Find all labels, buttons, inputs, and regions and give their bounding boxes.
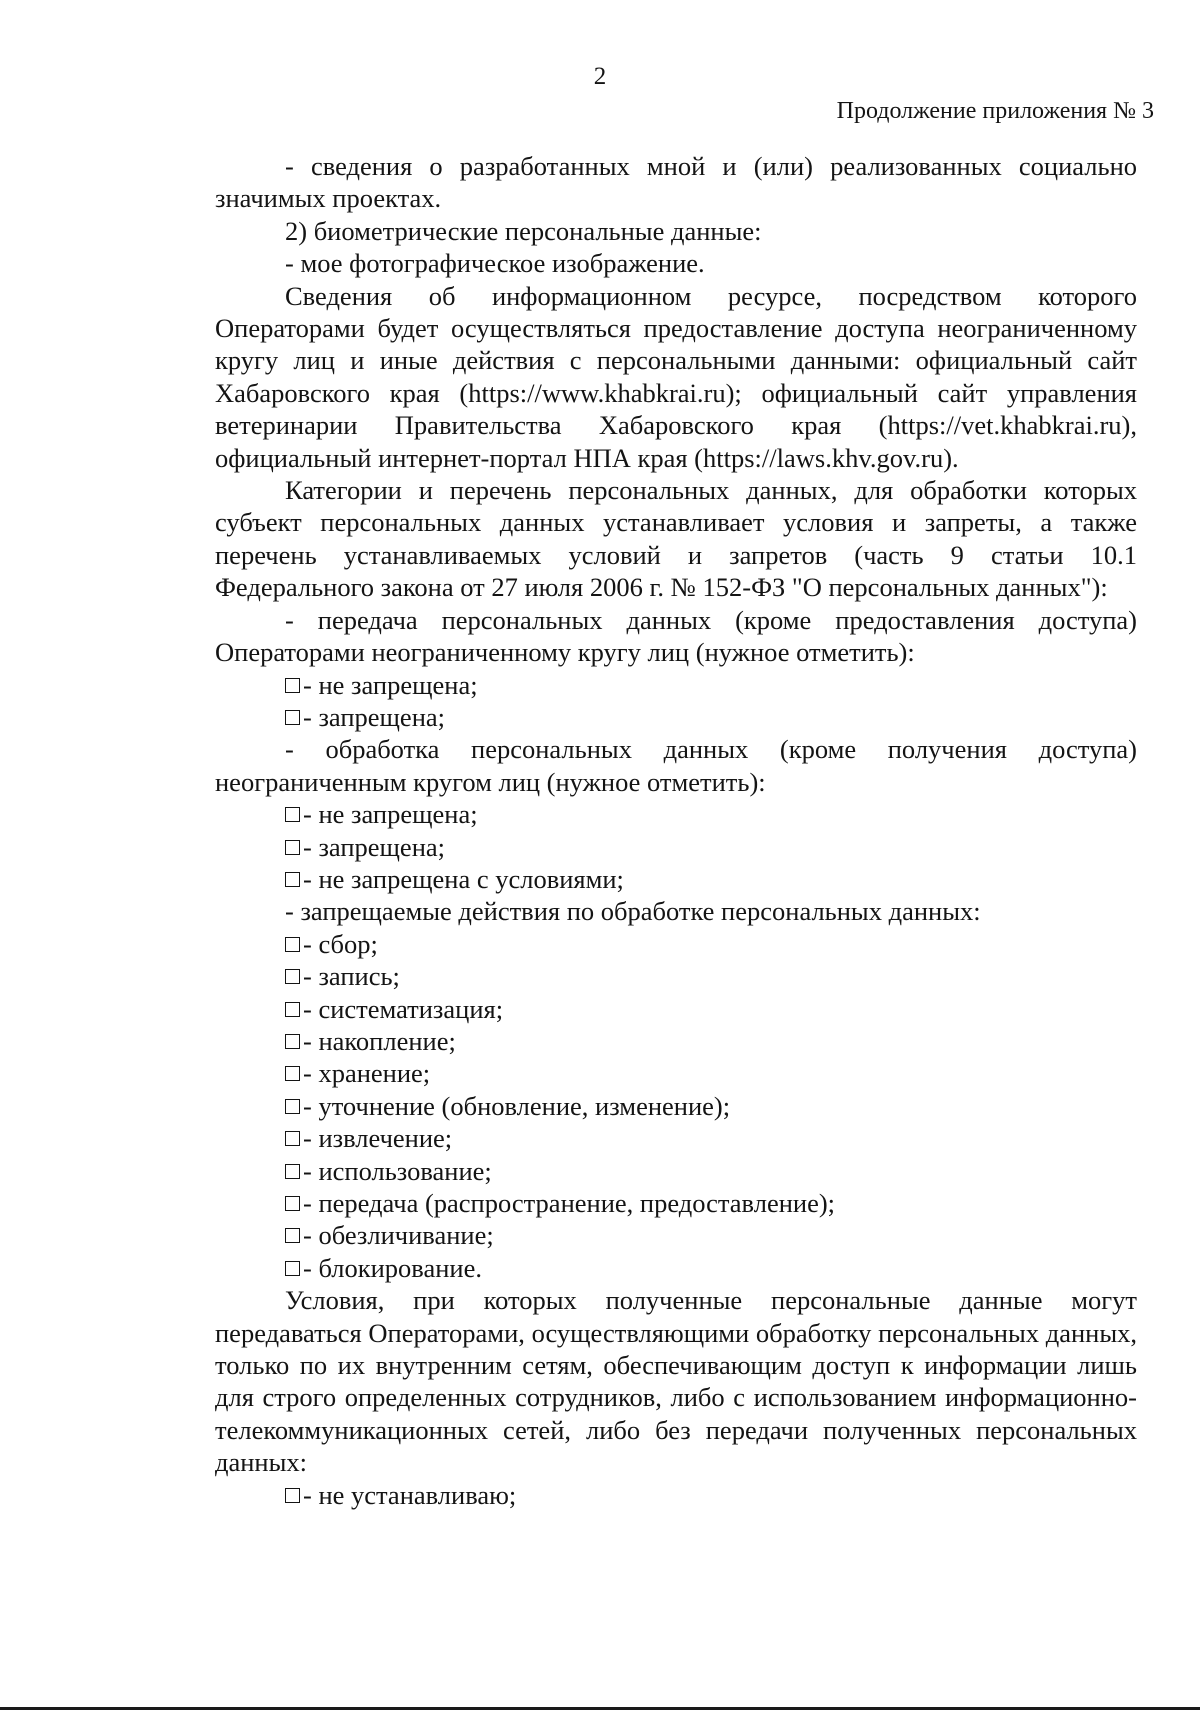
checkbox-icon[interactable] xyxy=(285,1261,300,1276)
checkbox-icon[interactable] xyxy=(285,937,300,952)
checkbox-option[interactable] xyxy=(215,863,1137,895)
checkbox-option[interactable] xyxy=(215,669,1137,701)
checkbox-icon[interactable] xyxy=(285,807,300,822)
checkbox-option[interactable] xyxy=(215,1155,1137,1187)
checkbox-option[interactable] xyxy=(215,960,1137,992)
prohibited-actions-heading: - запрещаемые действия по обработке персональных данных: xyxy=(285,896,981,927)
option-label: - блокирование. xyxy=(303,1252,482,1283)
option-label: - накопление; xyxy=(303,1025,456,1056)
option-label: - запрещена; xyxy=(303,701,445,732)
option-label: - запрещена; xyxy=(303,831,445,862)
option-label: - обезличивание; xyxy=(303,1220,494,1251)
info-resource-paragraph: Сведения об информационном ресурсе, посредством которого Операторами будет осуществляться предоставление доступа неограниченному кругу лиц и иные действия с персональными данными: официальный сайт Хабаровского края (https://www.khabkrai.ru); официальный сайт управления ветеринарии Правительства Хабаровского края (https://vet.khabkrai.ru), официальный интернет-портал НПА края (https://laws.khv.gov.ru). xyxy=(215,280,1137,473)
checkbox-icon[interactable] xyxy=(285,1002,300,1017)
option-label: - не запрещена с условиями; xyxy=(303,863,624,894)
option-label: - не устанавливаю; xyxy=(303,1479,517,1510)
checkbox-icon[interactable] xyxy=(285,1066,300,1081)
option-label: - уточнение (обновление, изменение); xyxy=(303,1090,731,1121)
option-label: - передача (распространение, предоставление); xyxy=(303,1188,836,1218)
checkbox-icon[interactable] xyxy=(285,710,300,725)
checkbox-icon[interactable] xyxy=(285,840,300,855)
checkbox-icon[interactable] xyxy=(285,1488,300,1503)
biometric-item: - мое фотографическое изображение. xyxy=(285,248,705,279)
checkbox-icon[interactable] xyxy=(285,1228,300,1243)
checkbox-icon[interactable] xyxy=(285,1034,300,1049)
option-label: - запись; xyxy=(303,961,400,992)
checkbox-option[interactable] xyxy=(215,1122,1137,1154)
transfer-heading: - передача персональных данных (кроме предоставления доступа) Операторами неограниченному кругу лиц (нужное отметить): xyxy=(215,604,1137,668)
checkbox-option[interactable] xyxy=(215,1219,1137,1251)
transfer-conditions-paragraph: Условия, при которых полученные персональные данные могут передаваться Операторами, осуществляющими обработку персональных данных, только по их внутренним сетям, обеспечивающим доступ к информации лишь для строго определенных сотрудников, либо с использованием информационно-телекоммуникационных сетей, либо без передачи полученных персональных данных: xyxy=(215,1285,1137,1478)
checkbox-option[interactable] xyxy=(215,1479,1137,1511)
processing-heading: - обработка персональных данных (кроме получения доступа) неограниченным кругом лиц (нужное отметить): xyxy=(215,734,1137,797)
checkbox-icon[interactable] xyxy=(285,969,300,984)
checkbox-option[interactable] xyxy=(215,831,1137,863)
document-body xyxy=(215,150,1137,1511)
checkbox-icon[interactable] xyxy=(285,678,300,693)
checkbox-icon[interactable] xyxy=(285,1099,300,1114)
option-label: - не запрещена; xyxy=(303,799,478,830)
option-label: - сбор; xyxy=(303,928,378,959)
option-label: - использование; xyxy=(303,1155,492,1186)
checkbox-option[interactable] xyxy=(215,1187,1137,1219)
checkbox-option[interactable] xyxy=(215,1057,1137,1089)
checkbox-option[interactable] xyxy=(215,928,1137,960)
checkbox-option[interactable] xyxy=(215,798,1137,830)
checkbox-option[interactable] xyxy=(215,1025,1137,1057)
checkbox-option[interactable] xyxy=(215,1252,1137,1284)
biometric-heading: 2) биометрические персональные данные: xyxy=(285,215,762,246)
checkbox-icon[interactable] xyxy=(285,872,300,887)
social-projects-item: - сведения о разработанных мной и (или) реализованных социально значимых проектах. xyxy=(215,151,1137,214)
checkbox-option[interactable] xyxy=(215,701,1137,733)
checkbox-icon[interactable] xyxy=(285,1131,300,1146)
checkbox-option[interactable] xyxy=(215,993,1137,1025)
page-number: 2 xyxy=(593,63,607,90)
checkbox-icon[interactable] xyxy=(285,1196,300,1211)
option-label: - систематизация; xyxy=(303,993,504,1024)
checkbox-icon[interactable] xyxy=(285,1164,300,1179)
option-label: - не запрещена; xyxy=(303,669,478,700)
option-label: - извлечение; xyxy=(303,1123,453,1154)
appendix-continuation-label: Продолжение приложения № 3 xyxy=(836,98,1154,124)
option-label: - хранение; xyxy=(303,1058,431,1089)
checkbox-option[interactable] xyxy=(215,1090,1137,1122)
categories-paragraph: Категории и перечень персональных данных, для обработки которых субъект персональных данных устанавливает условия и запреты, а также перечень устанавливаемых условий и запретов (часть 9 статьи 10.1 Федерального закона от 27 июля 2006 г. № 152-ФЗ "О персональных данных"): xyxy=(215,475,1137,603)
